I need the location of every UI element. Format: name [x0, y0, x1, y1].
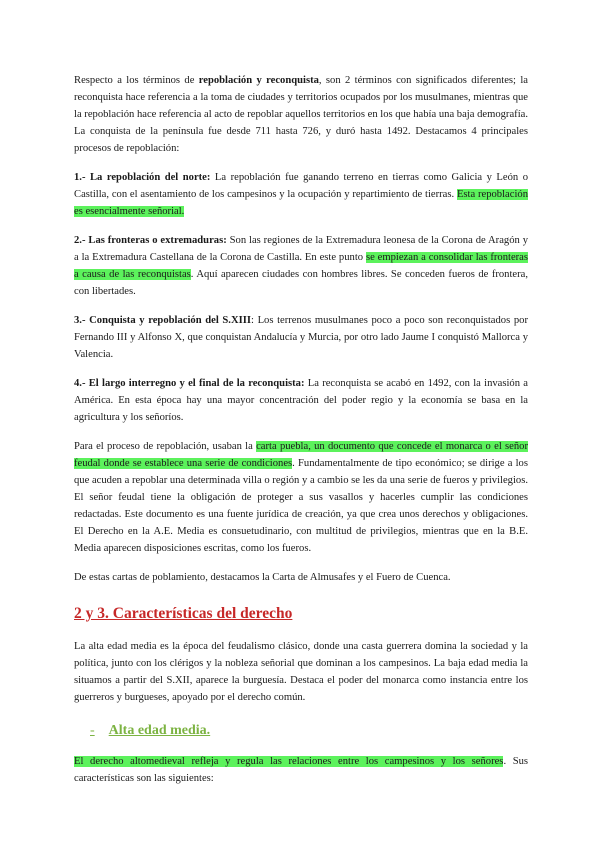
document-body [74, 72, 528, 799]
point-2-title: 2.- Las fronteras o extremaduras: [74, 235, 227, 246]
subsection-title: Alta edad media. [108, 723, 211, 738]
carta-puebla-text-2: . Fundamentalmente de tipo económico; se dirige a los que acuden a repoblar una determinada villa o región y a cambio se les da una serie de fueros y privilegios. El señor feudal tiene la obligación de proteger a sus vasallos y hacerles cumplir las condiciones redactadas. Este documento es una fuente jurídica de creación, ya que crea unos derechos y obligaciones. El Derecho en la A.E. Media es consuetudinario, con multitud de privilegios, mientras que en la B.E. Media aparecen disposiciones escritas, como los fueros. [74, 458, 528, 554]
point-3-text: : Los terrenos musulmanes poco a poco son reconquistados por Fernando III y Alfonso X, que conquistan Andalucía y Murcia, por otro lado Jaume I conquistó Mallorca y Valencia. [74, 315, 528, 360]
carta-puebla-highlight: carta puebla, un documento que concede el monarca o el señor feudal donde se establece una serie de condiciones [74, 441, 529, 469]
point-4-paragraph [74, 375, 528, 426]
point-2-text-2: . Aquí aparecen ciudades con hombres libres. Se conceden fueros de frontera, con libertades. [74, 269, 528, 297]
altomedieval-paragraph [74, 753, 528, 787]
altomedieval-text: . Sus características son las siguientes: [74, 756, 529, 784]
point-3-paragraph [74, 312, 528, 363]
point-1-text: La repoblación fue ganando terreno en tierras como Galicia y León o Castilla, con el asentamiento de los campesinos y la ocupación y repartimiento de tierras. [74, 172, 528, 200]
point-2-paragraph [74, 232, 528, 300]
list-dash: - [90, 723, 95, 738]
point-4-text: La reconquista se acabó en 1492, con la invasión a América. En esta época hay una mayor concentración del poder regio y la economía se basa en la agricultura y los señoríos. [74, 378, 528, 423]
cartas-paragraph: De estas cartas de poblamiento, destacamos la Carta de Almusafes y el Fuero de Cuenca. [74, 572, 451, 583]
point-1-highlight: Esta repoblación es esencialmente señorial. [74, 189, 528, 217]
subsection-heading [90, 722, 528, 739]
intro-text-2: , son 2 términos con significados diferentes; la reconquista hace referencia a la toma de ciudades y territorios ocupados por los musulmanes, mientras que la repoblación hace referencia al acto de repoblar aquellos territorios en los que había una baja demografía. La conquista de la península fue desde 711 hasta 726, y duró hasta 1492. Destacamos 4 principales procesos de repoblación: [74, 75, 528, 154]
point-2-text: Son las regiones de la Extremadura leonesa de la Corona de Aragón y a la Extremadura Castellana de la Corona de Castilla. En este punto [74, 235, 528, 263]
point-1-title: 1.- La repoblación del norte: [74, 172, 211, 183]
intro-text-1: Respecto a los términos de [74, 75, 199, 86]
point-2-highlight: se empiezan a consolidar las fronteras a causa de las reconquistas [74, 252, 529, 280]
carta-puebla-paragraph [74, 438, 528, 557]
point-4-title: 4.- El largo interregno y el final de la reconquista: [74, 378, 305, 389]
altomedieval-highlight: El derecho altomedieval refleja y regula las relaciones entre los campesinos y los señores [74, 756, 504, 767]
section-heading: 2 y 3. Características del derecho [74, 605, 293, 622]
intro-bold-term: repoblación y reconquista [198, 75, 319, 86]
edad-media-paragraph: La alta edad media es la época del feudalismo clásico, donde una casta guerrera domina la sociedad y la política, junto con los clérigos y la nobleza señorial que dominan a los campesinos. La baja edad media la situamos a partir del S.XII, aparece la burguesía. Destaca el poder del monarca como instancia entre los guerreros y burgueses, apoyado por el derecho común. [74, 641, 528, 703]
intro-paragraph [74, 72, 528, 157]
point-1-paragraph [74, 169, 528, 220]
point-3-title: 3.- Conquista y repoblación del S.XIII [74, 315, 251, 326]
carta-puebla-text-1: Para el proceso de repoblación, usaban la [74, 441, 257, 452]
